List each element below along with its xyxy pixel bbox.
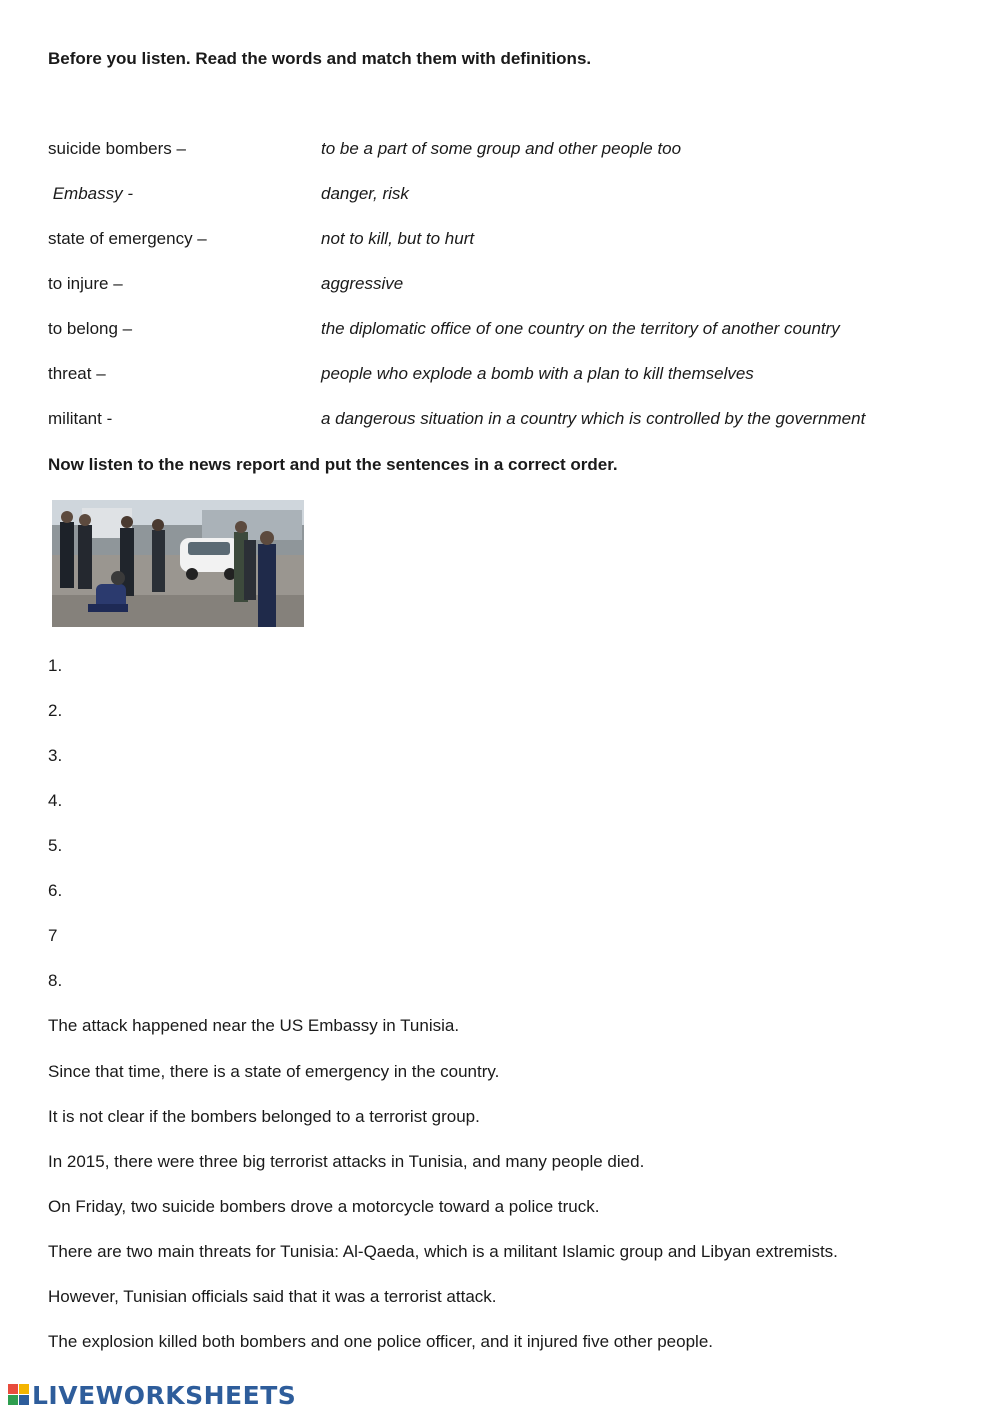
vocab-word-5: to belong – (48, 319, 133, 338)
sentence-7[interactable]: However, Tunisian officials said that it was a terrorist attack. (48, 1287, 497, 1306)
order-number-7: 7 (48, 926, 58, 945)
sentence-6[interactable]: There are two main threats for Tunisia: Al-Qaeda, which is a militant Islamic group and Libyan extremists. (48, 1242, 838, 1261)
order-number-6: 6. (48, 881, 63, 900)
sentence-2[interactable]: Since that time, there is a state of emergency in the country. (48, 1062, 500, 1081)
sentence-5[interactable]: On Friday, two suicide bombers drove a motorcycle toward a police truck. (48, 1197, 600, 1216)
order-number-1: 1. (48, 656, 63, 675)
order-number-8: 8. (48, 971, 63, 990)
news-photo (52, 500, 304, 627)
vocab-definition-3: not to kill, but to hurt (321, 229, 475, 248)
vocab-definition-4: aggressive (321, 274, 404, 293)
vocab-word-7: militant - (48, 409, 113, 428)
sentence-4[interactable]: In 2015, there were three big terrorist attacks in Tunisia, and many people died. (48, 1152, 645, 1171)
sentence-3[interactable]: It is not clear if the bombers belonged to a terrorist group. (48, 1107, 480, 1126)
order-number-3: 3. (48, 746, 63, 765)
vocab-definition-2: danger, risk (321, 184, 409, 203)
liveworksheets-logo (8, 1381, 296, 1409)
order-number-2: 2. (48, 701, 63, 720)
logo-text: LIVEWORKSHEETS (32, 1380, 297, 1410)
logo-blocks-icon (8, 1384, 30, 1406)
instruction-before-listen: Before you listen. Read the words and match them with definitions. (48, 49, 592, 68)
order-number-4: 4. (48, 791, 63, 810)
vocab-word-2: Embassy - (48, 184, 134, 203)
sentence-8[interactable]: The explosion killed both bombers and one police officer, and it injured five other people. (48, 1332, 714, 1351)
order-number-5: 5. (48, 836, 63, 855)
sentence-1[interactable]: The attack happened near the US Embassy in Tunisia. (48, 1016, 460, 1035)
news-photo-illustration (52, 500, 304, 627)
vocab-word-1: suicide bombers – (48, 139, 186, 158)
vocab-definition-1: to be a part of some group and other people too (321, 139, 682, 158)
vocab-definition-7: a dangerous situation in a country which is controlled by the government (321, 409, 866, 428)
vocab-word-3: state of emergency – (48, 229, 207, 248)
vocab-word-6: threat – (48, 364, 106, 383)
vocab-definition-6: people who explode a bomb with a plan to kill themselves (321, 364, 754, 383)
vocab-definition-5: the diplomatic office of one country on the territory of another country (321, 319, 840, 338)
vocab-word-4: to injure – (48, 274, 123, 293)
instruction-now-listen: Now listen to the news report and put the sentences in a correct order. (48, 455, 618, 474)
